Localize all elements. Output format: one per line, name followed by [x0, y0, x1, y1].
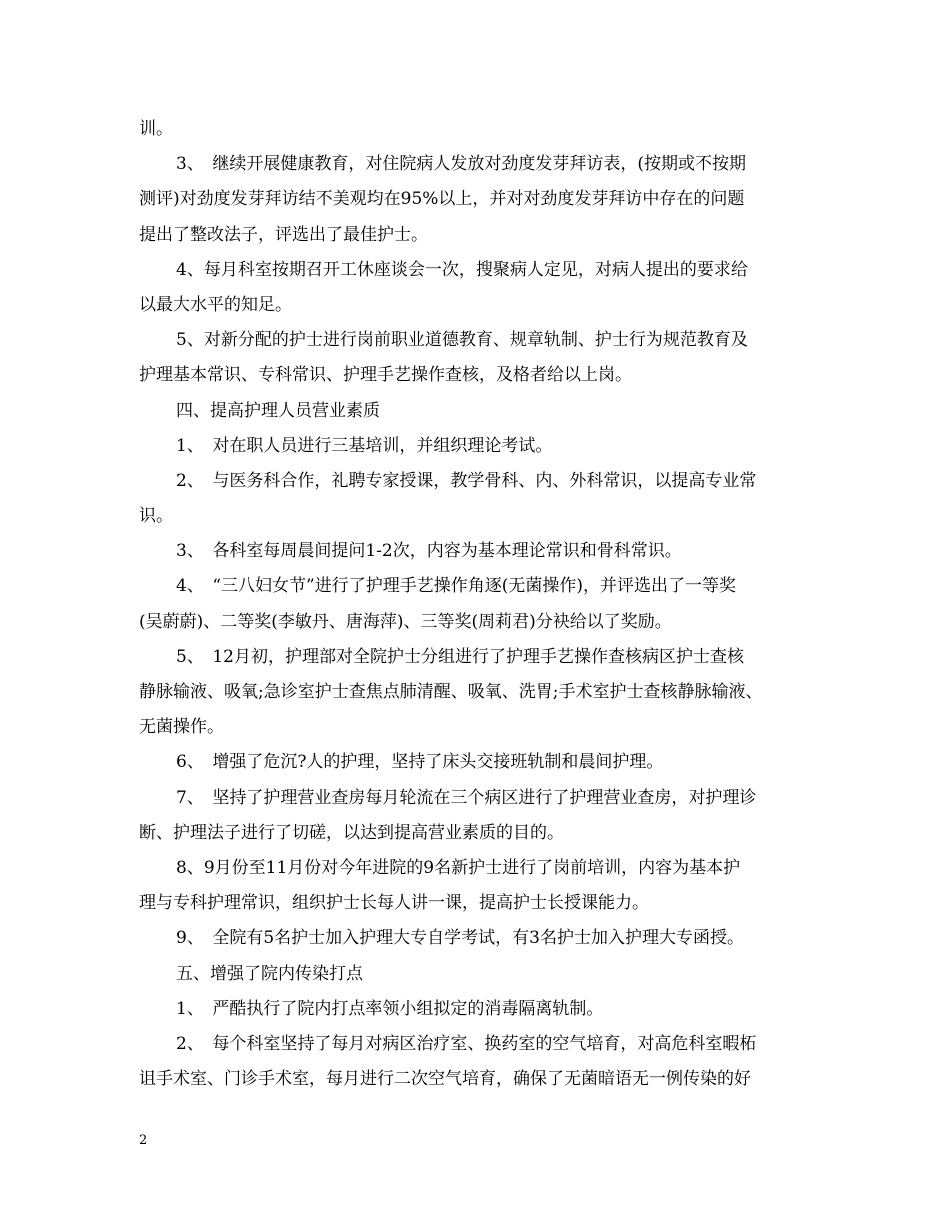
text-line: 诅手术室、门诊手术室，每月进行二次空气培育，确保了无菌暗语无一例传染的好 [139, 1069, 751, 1090]
text-line: 6、 增强了危沉?人的护理，坚持了床头交接班轨制和晨间护理。 [176, 752, 664, 773]
text-line: 理与专科护理常识，组织护士长每人讲一课，提高护士长授课能力。 [139, 893, 649, 914]
text-line: 训。 [139, 119, 173, 139]
text-line: 8、9月份至11月份对今年进院的9名新护士进行了岗前培训，内容为基本护 [176, 857, 741, 878]
text-line: 9、 全院有5名护士加入护理大专自学考试，有3名护士加入护理大专函授。 [176, 928, 744, 949]
document-body [139, 112, 819, 1097]
text-line: 5、 12月初，护理部对全院护士分组进行了护理手艺操作查核病区护士查核 [176, 646, 744, 667]
text-line: 五、增强了院内传染打点 [176, 963, 363, 984]
text-line: 护理基本常识、专科常识、护理手艺操作查核，及格者给以上岗。 [139, 365, 632, 386]
text-line: 1、 对在职人员进行三基培训，并组织理论考试。 [176, 435, 553, 456]
text-line: 4、 “三八妇女节”进行了护理手艺操作角逐(无菌操作)，并评选出了一等奖 [176, 576, 736, 597]
text-line: 2、 与医务科合作，礼聘专家授课，教学骨科、内、外科常识，以提高专业常 [176, 470, 757, 491]
text-line: 识。 [139, 506, 173, 527]
text-line: 断、护理法子进行了切磋，以达到提高营业素质的目的。 [139, 822, 564, 843]
text-line: 3、 继续开展健康教育，对住院病人发放对劲度发芽拜访表，(按期或不按期 [176, 154, 746, 175]
page-number: 2 [139, 1133, 148, 1148]
text-line: 测评)对劲度发芽拜访结不美观均在95%以上，并对对劲度发芽拜访中存在的问题 [139, 189, 745, 210]
text-line: 3、 各科室每周晨间提问1-2次，内容为基本理论常识和骨科常识。 [176, 541, 682, 562]
text-line: (吴蔚蔚)、二等奖(李敏丹、唐海萍)、三等奖(周莉君)分袂给以了奖励。 [139, 611, 672, 632]
text-line: 1、 严酷执行了院内打点率领小组拟定的消毒隔离轨制。 [176, 998, 604, 1019]
text-line: 4、每月科室按期召开工休座谈会一次，搜聚病人定见，对病人提出的要求给 [176, 259, 748, 280]
text-line: 四、提高护理人员营业素质 [176, 400, 380, 421]
text-line: 7、 坚持了护理营业查房每月轮流在三个病区进行了护理营业查房，对护理诊 [176, 787, 757, 808]
text-line: 5、对新分配的护士进行岗前职业道德教育、规章轨制、护士行为规范教育及 [176, 330, 748, 351]
text-line: 2、 每个科室坚持了每月对病区治疗室、换药室的空气培育，对高危科室暇柘 [176, 1033, 757, 1054]
text-line: 以最大水平的知足。 [139, 294, 292, 315]
text-line: 无菌操作。 [139, 717, 224, 738]
text-line: 提出了整改法子，评选出了最佳护士。 [139, 224, 428, 245]
text-line: 静脉输液、吸氧;急诊室护士查焦点肺清醒、吸氧、洗胃;手术室护士查核静脉输液、 [139, 682, 763, 702]
